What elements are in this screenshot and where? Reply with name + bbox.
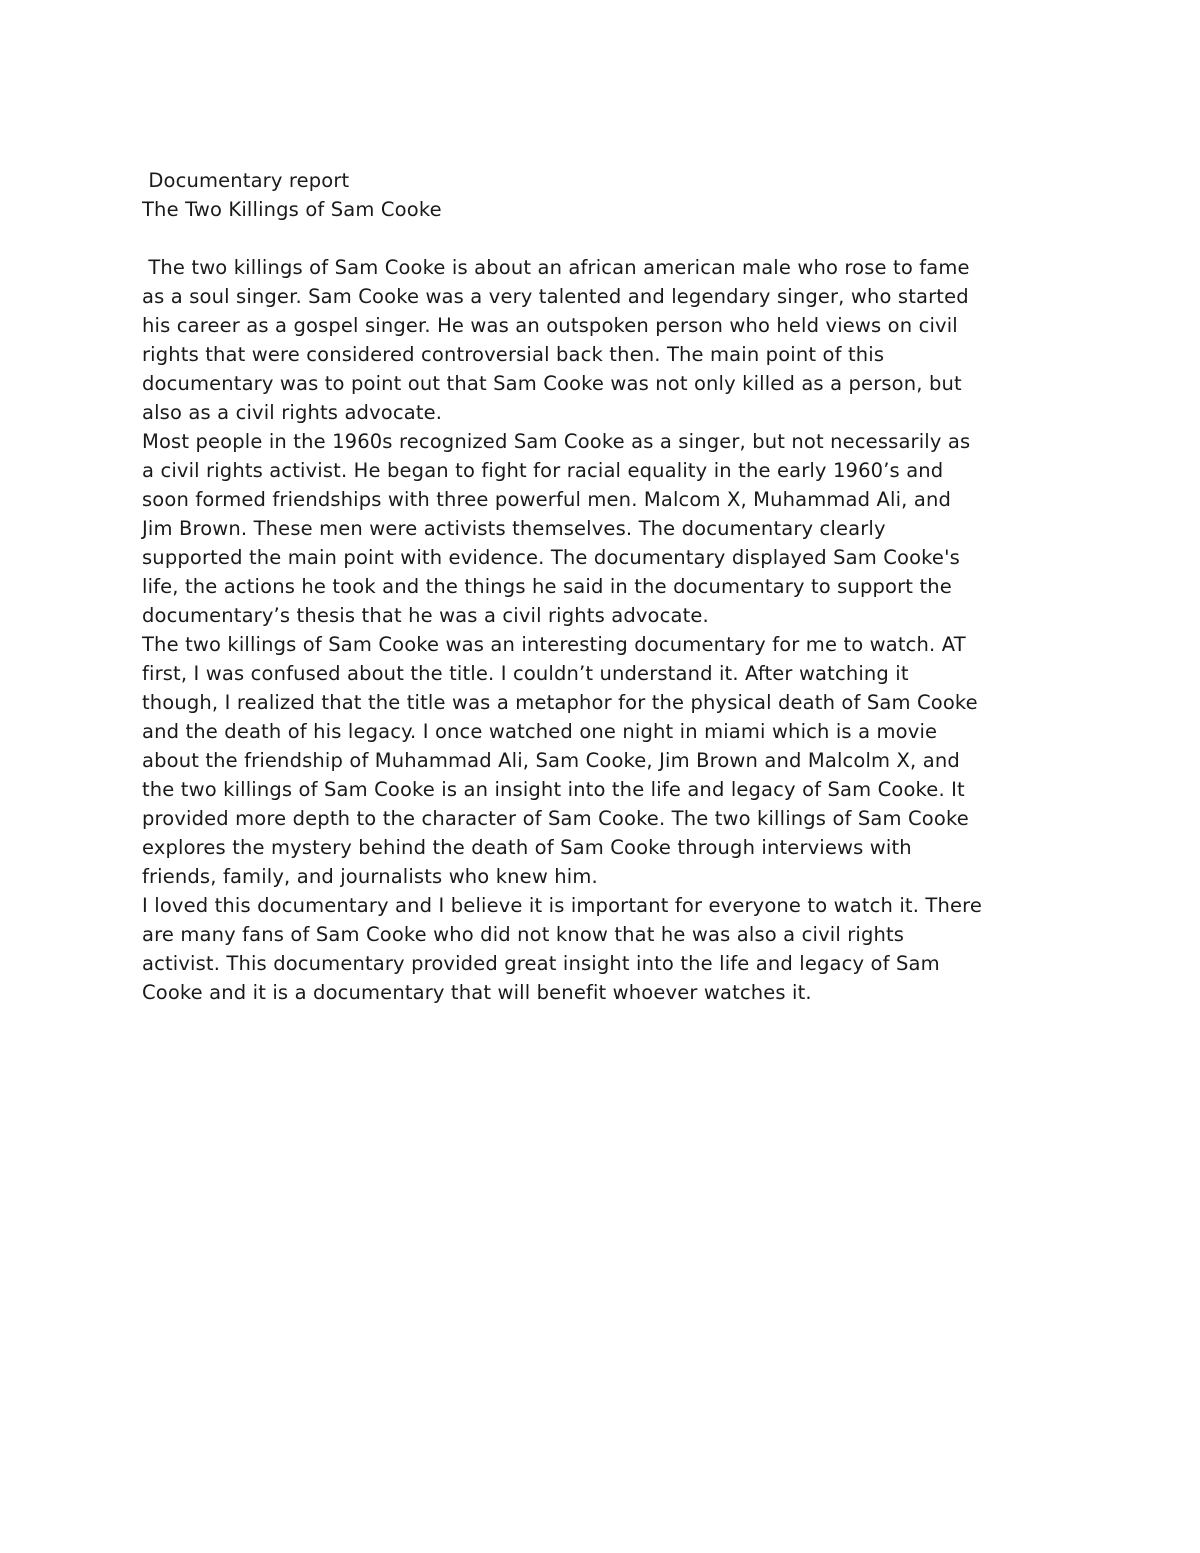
paragraph-line: life, the actions he took and the things he said in the documentary to support the bbox=[142, 575, 952, 598]
paragraph-line: activist. This documentary provided great insight into the life and legacy of Sam bbox=[142, 952, 940, 975]
blank-line bbox=[142, 224, 1062, 253]
paragraph-line: The two killings of Sam Cooke is about an african american male who rose to fame bbox=[142, 256, 970, 279]
paragraph-line: Most people in the 1960s recognized Sam Cooke as a singer, but not necessarily as bbox=[142, 430, 971, 453]
paragraph-line: documentary was to point out that Sam Cooke was not only killed as a person, but bbox=[142, 372, 962, 395]
paragraph-line: soon formed friendships with three powerful men. Malcom X, Muhammad Ali, and bbox=[142, 488, 951, 511]
report-label: Documentary report bbox=[142, 169, 350, 192]
paragraph-line: explores the mystery behind the death of Sam Cooke through interviews with bbox=[142, 836, 912, 859]
document-heading bbox=[142, 166, 1062, 224]
paragraph-line: first, I was confused about the title. I couldn’t understand it. After watching it bbox=[142, 662, 909, 685]
paragraph-line: a civil rights activist. He began to fight for racial equality in the early 1960’s and bbox=[142, 459, 944, 482]
paragraph-line: Cooke and it is a documentary that will benefit whoever watches it. bbox=[142, 981, 812, 1004]
paragraph-line: friends, family, and journalists who knew him. bbox=[142, 865, 598, 888]
paragraph-line: are many fans of Sam Cooke who did not know that he was also a civil rights bbox=[142, 923, 905, 946]
paragraph-line: rights that were considered controversial back then. The main point of this bbox=[142, 343, 885, 366]
paragraph-line: and the death of his legacy. I once watched one night in miami which is a movie bbox=[142, 720, 938, 743]
paragraph-line: about the friendship of Muhammad Ali, Sam Cooke, Jim Brown and Malcolm X, and bbox=[142, 749, 960, 772]
paragraph-line: the two killings of Sam Cooke is an insight into the life and legacy of Sam Cooke. It bbox=[142, 778, 965, 801]
paragraph-line: also as a civil rights advocate. bbox=[142, 401, 443, 424]
paragraph-line: supported the main point with evidence. The documentary displayed Sam Cooke's bbox=[142, 546, 960, 569]
paragraph-line: his career as a gospel singer. He was an outspoken person who held views on civil bbox=[142, 314, 958, 337]
paragraphs-container bbox=[142, 253, 1062, 1007]
paragraph-line: documentary’s thesis that he was a civil rights advocate. bbox=[142, 604, 709, 627]
paragraph-line: provided more depth to the character of Sam Cooke. The two killings of Sam Cooke bbox=[142, 807, 969, 830]
paragraph-line: I loved this documentary and I believe it is important for everyone to watch it. There bbox=[142, 894, 983, 917]
paragraph-2 bbox=[142, 427, 1062, 630]
paragraph-line: The two killings of Sam Cooke was an interesting documentary for me to watch. AT bbox=[142, 633, 966, 656]
paragraph-4 bbox=[142, 891, 1062, 1007]
paragraph-line: though, I realized that the title was a metaphor for the physical death of Sam Cooke bbox=[142, 691, 978, 714]
paragraph-1 bbox=[142, 253, 1062, 427]
paragraph-line: as a soul singer. Sam Cooke was a very talented and legendary singer, who started bbox=[142, 285, 969, 308]
report-title: The Two Killings of Sam Cooke bbox=[142, 198, 442, 221]
document-body bbox=[142, 166, 1062, 1007]
paragraph-line: Jim Brown. These men were activists themselves. The documentary clearly bbox=[142, 517, 886, 540]
paragraph-3 bbox=[142, 630, 1062, 891]
